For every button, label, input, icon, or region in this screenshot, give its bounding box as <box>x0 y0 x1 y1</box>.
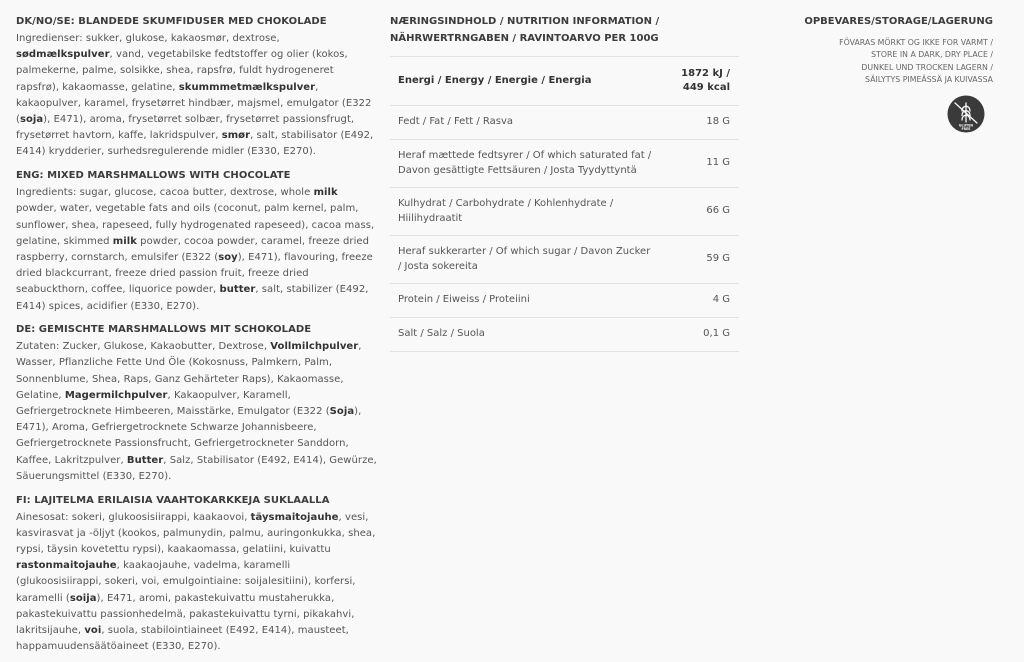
allergen-highlight: sødmælkspulver <box>16 49 110 61</box>
nutrition-label: Energi / Energy / Energie / Energia <box>398 74 592 86</box>
section-eng <box>16 168 378 315</box>
section-title: FI: LAJITELMA ERILAISIA VAAHTOKARKKEJA SUKLAALLA <box>16 494 330 506</box>
allergen-highlight: soija <box>69 592 97 604</box>
nutrition-value: 18 G <box>706 116 730 128</box>
allergen-highlight: milk <box>112 235 137 247</box>
allergen-highlight: skummmetmælkspulver <box>178 81 316 93</box>
nutrition-label: Heraf sukkerarter / Of which sugar / Davon Zucker / Josta sokereita <box>398 246 651 272</box>
gluten-free-icon <box>946 94 986 134</box>
section-text: Ingredients: sugar, glucose, cacoa butter, dextrose, whole milk powder, water, vegetable fats and oils (coconut, palm kernel, palm, sunflower, shea, rapeseed, fully hydrogenated rapeseed), cacoa mass, gelatine, skimmed milk powder, cocoa powder, caramel, freeze dried raspberry, cornstarch, emulsifer (E322 (soy), E471), flavouring, freeze dried blackcurrant, freeze dried passion fruit, freeze dried seabuckthorn, coffee, liquorice powder, butter, salt, stabilizer (E492, E414) spices, acidifier (E330, E270). <box>16 187 375 312</box>
nutrition-row <box>390 140 739 188</box>
nutrition-row <box>390 236 739 284</box>
section-text: Ingredienser: sukker, glukose, kakaosmør, dextrose, sødmælkspulver, vand, vegetabilske fedtstoffer og olier (kokos, palmekerne, palme, solsikke, shea, rapsfrø, fuldt hydrogeneret rapsfrø), kakaomasse, gelatine, skummmetmælkspulver, kakaopulver, karamel, frysetørret hindbær, majsmel, emulgator (E322 (soja), E471), aroma, frysetørret solbær, frysetørret passionsfrugt, frysetørret havtorn, kaffe, lakridspulver, smør, salt, stabilisator (E492, E414) krydderier, surhedsregulerende midler (E330, E270). <box>16 33 374 158</box>
storage-line: FÖVARAS MÖRKT OG IKKE FOR VARMT / <box>839 37 993 47</box>
nutrition-row <box>390 188 739 236</box>
allergen-highlight: smør <box>221 130 251 142</box>
section-dk <box>16 14 378 161</box>
nutrition-label: Fedt / Fat / Fett / Rasva <box>398 116 513 128</box>
nutrition-label: Protein / Eiweiss / Proteiini <box>398 294 530 306</box>
nutrition-label: Salt / Salz / Suola <box>398 328 485 340</box>
nutrition-label: Heraf mættede fedtsyrer / Of which saturated fat / Davon gesättigte Fettsäuren / Josta Tyydyttyntä <box>398 150 652 176</box>
storage-line: DUNKEL UND TROCKEN LAGERN / <box>861 62 993 72</box>
nutrition-value: 11 G <box>706 157 730 169</box>
section-de <box>16 322 378 485</box>
nutrition-value: 4 G <box>712 294 730 306</box>
allergen-highlight: Magermilchpulver <box>64 389 168 401</box>
allergen-highlight: Soja <box>329 406 355 418</box>
allergen-highlight: soja <box>19 114 44 126</box>
section-text: Zutaten: Zucker, Glukose, Kakaobutter, Dextrose, Vollmilchpulver, Wasser, Pflanzliche Fette Und Öle (Kokosnuss, Palmkern, Palm, Sonnenblume, Shea, Raps, Ganz Gehärteter Raps), Kakaomasse, Gelatine, Magermilchpulver, Kakaopulver, Karamell, Gefriergetrocknete Himbeeren, Maisstärke, Emulgator (E322 (Soja), E471), Aroma, Gefriergetrocknete Schwarze Johannisbeere, Gefriergetrocknete Passionsfrucht, Gefriergetrockneter Sanddorn, Kaffee, Lakritzpulver, Butter, Salz, Stabilisator (E492, E414), Gewürze, Säuerungsmittel (E330, E270). <box>16 341 377 482</box>
nutrition-row <box>390 284 739 318</box>
nutrition-value: 1872 kJ / 449 kcal <box>681 67 730 93</box>
badge-line-2: FREE <box>961 127 971 131</box>
ingredients-column <box>16 14 378 662</box>
allergen-highlight: butter <box>219 284 256 296</box>
section-title: DK/NO/SE: BLANDEDE SKUMFIDUSER MED CHOKOLADE <box>16 16 327 27</box>
nutrition-value: 0,1 G <box>703 328 730 340</box>
storage-column <box>753 14 993 131</box>
section-fi <box>16 493 378 656</box>
storage-line: STORE IN A DARK, DRY PLACE / <box>871 50 993 59</box>
section-text: Ainesosat: sokeri, glukoosisiirappi, kaakaovoi, täysmaitojauhe, vesi, kasvirasvat ja -öljyt (kookos, palmunydin, palmu, auringonkukka, shea, rypsi, täysin kovetettu rypsi), kaakaomassa, gelatiini, kuivattu rastonmaitojauhe, kaakaojauhe, vadelma, karamelli (glukoosisiirappi, sokeri, voi, emulgointiaine: soijalesitiini), korfersi, karamelli (soija), E471, aromi, pakastekuivattu mustaherukka, pakastekuivattu passionhedelmä, pakastekuivattu tyrni, pikakahvi, lakritsijauhe, voi, suola, stabilointiaineet (E492, E414), mausteet, happamuudensäätöaineet (E330, E270). <box>16 511 376 653</box>
nutrition-title: NÆRINGSINDHOLD / NUTRITION INFORMATION / NÄHRWERTRNGABEN / RAVINTOARVO PER 100G <box>390 16 660 44</box>
allergen-highlight: soy <box>218 251 238 263</box>
allergen-highlight: Vollmilchpulver <box>270 341 359 353</box>
storage-instructions <box>753 37 993 87</box>
nutrition-row <box>390 318 739 352</box>
storage-title: OPBEVARES/STORAGE/LAGERUNG <box>804 16 993 27</box>
nutrition-column <box>390 14 739 352</box>
allergen-highlight: täysmaitojauhe <box>250 511 339 523</box>
allergen-highlight: rastonmaitojauhe <box>16 560 117 572</box>
nutrition-value: 59 G <box>706 253 730 265</box>
allergen-highlight: Butter <box>126 454 164 466</box>
nutrition-row <box>390 106 739 140</box>
section-title: DE: GEMISCHTE MARSHMALLOWS MIT SCHOKOLADE <box>16 324 312 336</box>
nutrition-row <box>390 57 739 106</box>
nutrition-value: 66 G <box>706 205 730 217</box>
nutrition-table <box>390 56 739 352</box>
nutrition-label: Kulhydrat / Carbohydrate / Kohlenhydrate / Hiilihydraatit <box>398 198 614 224</box>
section-title: ENG: MIXED MARSHMALLOWS WITH CHOCOLATE <box>16 170 291 182</box>
allergen-highlight: voi <box>84 625 102 636</box>
badge-line-1: GLUTEN <box>958 123 974 128</box>
storage-line: SÄILYTYS PIMEÄSSÄ JA KUIVASSA <box>864 75 993 84</box>
allergen-highlight: milk <box>313 187 338 199</box>
